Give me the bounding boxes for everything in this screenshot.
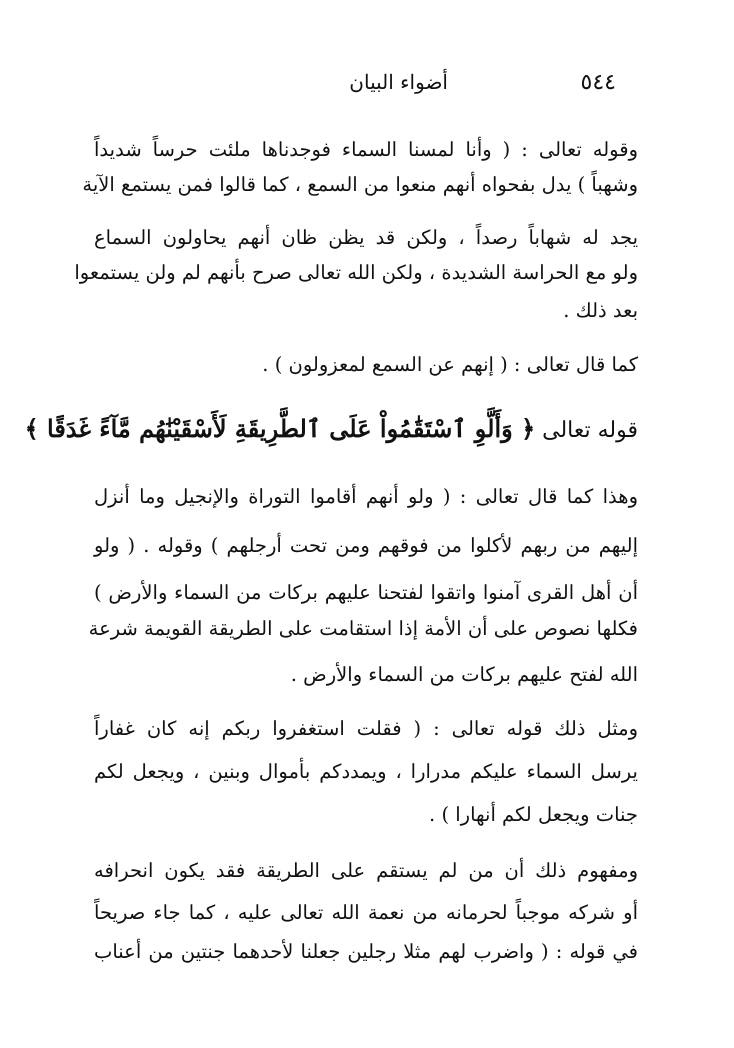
para1-line3: يجد له شهاباً رصداً ، ولكن قد يظن ظان أنهم يحاولون السماع: [94, 226, 638, 249]
para3-line1: وهذا كما قال تعالى : ( ولو أنهم أقاموا التوراة والإنجيل وما أنزل: [94, 485, 638, 508]
para4-line1: ومثل ذلك قوله تعالى : ( فقلت استغفروا ربكم إنه كان غفاراً: [94, 717, 638, 740]
para1-line2: وشهباً ) يدل بفحواه أنهم منعوا من السمع ، كما قالوا فمن يستمع الآية: [82, 173, 638, 196]
para3-line4: فكلها نصوص على أن الأمة إذا استقامت على الطريقة القويمة شرعة: [88, 617, 638, 640]
para5-line1: ومفهوم ذلك أن من لم يستقم على الطريقة فقد يكون انحرافه: [94, 859, 638, 882]
para4-line3: جنات ويجعل لكم أنهارا ) .: [429, 803, 638, 826]
para1-line4: ولو مع الحراسة الشديدة ، ولكن الله تعالى صرح بأنهم لم ولن يستمعوا: [74, 261, 638, 284]
running-title: أضواء البيان: [349, 70, 448, 94]
verse-prefix: قوله تعالى: [542, 418, 638, 443]
para1-line1: وقوله تعالى : ( وأنا لمسنا السماء فوجدناها ملئت حرساً شديداً: [94, 138, 638, 161]
verse-text: ﴿ وَأَلَّوِ ٱسْتَقَٰمُواْ عَلَى ٱلطَّرِيقَةِ لَأَسْقَيْنَٰهُم مَّآءً غَدَقًا ﴾: [24, 414, 536, 443]
para5-line3: في قوله : ( واضرب لهم مثلا رجلين جعلنا لأحدهما جنتين من أعناب: [94, 940, 638, 963]
para1-line5: بعد ذلك .: [563, 299, 638, 322]
verse-heading: [24, 412, 638, 448]
para3-line5: الله لفتح عليهم بركات من السماء والأرض .: [290, 663, 638, 686]
para3-line3: أن أهل القرى آمنوا واتقوا لفتحنا عليهم بركات من السماء والأرض ): [94, 581, 638, 604]
page-header: [0, 70, 734, 110]
para5-line2: أو شركه موجباً لحرمانه من نعمة الله تعالى عليه ، كما جاء صريحاً: [94, 901, 638, 924]
page-number: ٥٤٤: [580, 70, 616, 95]
para2-line1: كما قال تعالى : ( إنهم عن السمع لمعزولون ) .: [262, 353, 638, 376]
para3-line2: إليهم من ربهم لأكلوا من فوقهم ومن تحت أرجلهم ) وقوله . ( ولو: [94, 534, 638, 557]
para4-line2: يرسل السماء عليكم مدرارا ، ويمددكم بأموال وبنين ، ويجعل لكم: [94, 760, 638, 783]
